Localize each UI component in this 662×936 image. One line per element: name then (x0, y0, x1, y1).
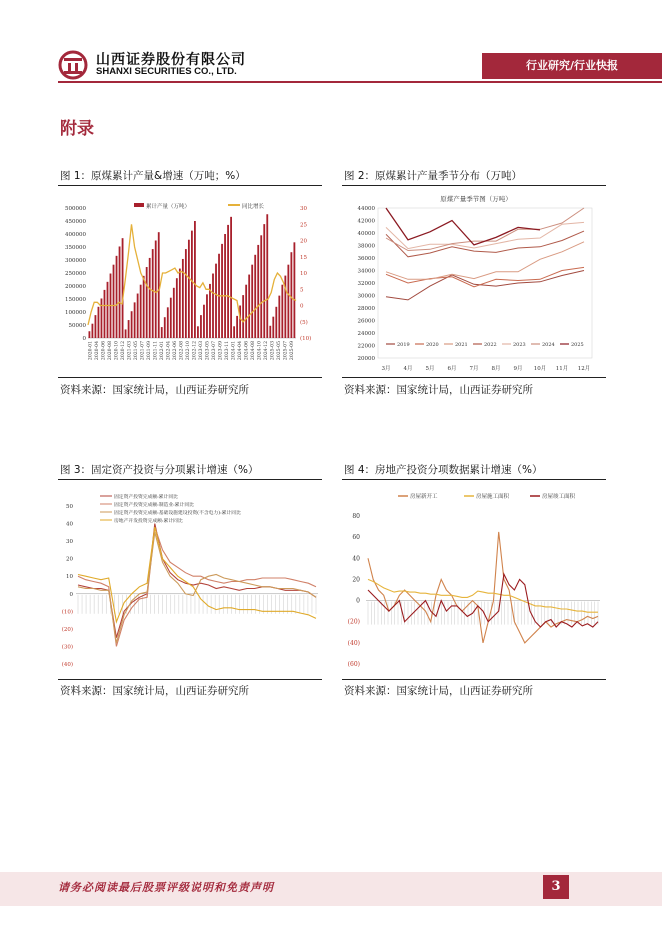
y2-tick-label: 10 (300, 271, 307, 277)
bar-production (227, 225, 229, 338)
series-line (78, 527, 316, 622)
x-tick-label: 2024-01 (231, 341, 237, 361)
x-tick-label: 12月 (577, 366, 591, 372)
footer-disclaimer: 请务必阅读最后股票评级说明和免责声明 (58, 881, 274, 894)
x-tick-label: 2023-09 (218, 341, 224, 361)
bar-production (167, 307, 169, 338)
y-tick-label: 24000 (357, 331, 375, 337)
y-tick-label: 200000 (65, 284, 86, 290)
bar-production (137, 294, 139, 338)
bar-production (131, 311, 133, 338)
bar-production (107, 282, 109, 338)
series-line-2020 (386, 267, 584, 286)
y-tick-label: 450000 (65, 219, 86, 225)
y-tick-label: 26000 (357, 318, 375, 325)
bar-production (293, 242, 295, 338)
legend-label: 房屋新开工 (410, 494, 438, 500)
page-header (0, 0, 662, 90)
legend-label-production: 累计产量（万吨） (146, 204, 191, 210)
chart-real-estate-investment (342, 484, 606, 677)
header-divider (58, 81, 662, 83)
chart-coal-seasonal (342, 190, 606, 375)
bar-production (260, 235, 262, 338)
x-tick-label: 6月 (447, 366, 457, 372)
series-line (368, 532, 598, 643)
page-number: 3 (543, 875, 569, 899)
bar-production (128, 320, 130, 338)
chart-title: 原煤产量季节图（万吨） (440, 195, 512, 203)
series-line (78, 524, 316, 638)
y-tick-label: 20000 (357, 356, 375, 362)
legend-label-2022: 2022 (484, 342, 497, 348)
x-tick-label: 2021-09 (146, 341, 152, 361)
y-tick-label: (40) (61, 662, 73, 668)
x-tick-label: 2022-01 (159, 341, 165, 361)
bar-production (152, 249, 154, 338)
figure-1-top-rule (58, 185, 322, 186)
bar-production (125, 329, 127, 338)
legend-label: 房屋施工面积 (476, 494, 510, 500)
bar-production (239, 306, 241, 339)
bar-production (257, 245, 259, 338)
y-tick-label: 42000 (357, 218, 375, 225)
legend-label: 固定资产投资完成额:基础设施建设投资(不含电力):累计同比 (114, 511, 241, 516)
bar-production (209, 284, 211, 338)
y-tick-label: 34000 (357, 268, 375, 275)
x-tick-label: 2025-03 (270, 341, 276, 361)
bar-production (188, 240, 190, 338)
bar-production (287, 265, 289, 338)
figure-4-bottom-rule (342, 679, 606, 680)
y-tick-label: 28000 (357, 306, 375, 312)
y-tick-label: (20) (347, 618, 360, 626)
chart-coal-production-growth (58, 190, 322, 375)
x-tick-label: 4月 (403, 366, 413, 372)
section-title: 附录 (60, 119, 94, 139)
x-tick-label: 2024-04 (237, 341, 243, 361)
y-tick-label: 36000 (357, 256, 375, 262)
x-tick-label: 2024-10 (257, 341, 263, 361)
legend-label-2023: 2023 (513, 342, 526, 348)
company-logo-icon (58, 50, 88, 80)
bar-production (164, 317, 166, 338)
bar-production (251, 265, 253, 338)
x-tick-label: 2021-05 (133, 341, 139, 361)
x-tick-label: 5月 (425, 366, 435, 372)
x-tick-label: 2020-10 (114, 341, 120, 361)
y-tick-label: 40 (66, 521, 73, 528)
bar-production (215, 264, 217, 338)
x-tick-label: 2020-01 (88, 341, 94, 361)
figure-3-caption: 图 3：固定资产投资与分项累计增速（%） (60, 464, 259, 476)
bar-production (146, 267, 148, 338)
legend-label: 固定资产投资完成额:制造业:累计同比 (114, 503, 194, 508)
bar-production (263, 224, 265, 338)
x-tick-label: 2024-08 (250, 341, 256, 361)
y-tick-label: 40 (352, 555, 360, 563)
legend-label-2019: 2019 (397, 342, 410, 348)
legend-label: 房屋竣工面积 (542, 494, 576, 500)
legend-swatch-growth (228, 204, 240, 206)
bar-production (89, 331, 91, 338)
y-tick-label: 0 (82, 336, 86, 342)
x-tick-label: 11月 (555, 366, 569, 372)
bar-production (158, 232, 160, 338)
bar-production (176, 278, 178, 338)
bar-production (155, 241, 157, 339)
x-tick-label: 2020-06 (101, 341, 107, 361)
bar-production (182, 259, 184, 338)
x-tick-label: 2022-06 (172, 341, 178, 361)
x-tick-label: 2025-09 (289, 341, 295, 361)
y-tick-label: 500000 (65, 206, 86, 212)
y-tick-label: 150000 (65, 297, 86, 303)
x-tick-label: 2021-03 (127, 341, 133, 361)
bar-production (197, 326, 199, 338)
y-tick-label: 32000 (357, 281, 375, 287)
y2-tick-label: 30 (300, 206, 307, 212)
figure-3-bottom-rule (58, 679, 322, 680)
bar-production (266, 214, 268, 338)
figure-4-caption: 图 4：房地产投资分项数据累计增速（%） (344, 464, 543, 476)
y2-tick-label: 25 (300, 222, 307, 229)
company-name-en: SHANXI SECURITIES CO., LTD. (96, 66, 237, 77)
y-tick-label: 0 (69, 591, 73, 598)
legend-label-2020: 2020 (426, 342, 439, 348)
x-tick-label: 2023-03 (198, 341, 204, 361)
x-tick-label: 2021-11 (153, 341, 159, 361)
x-tick-label: 2023-07 (211, 341, 217, 361)
figure-4-top-rule (342, 479, 606, 480)
bar-production (203, 305, 205, 338)
bar-production (134, 302, 136, 338)
legend-label-growth: 同比增长 (242, 204, 265, 210)
series-line (368, 579, 598, 612)
x-tick-label: 3月 (381, 366, 391, 372)
bar-production (272, 317, 274, 338)
y-tick-label: (10) (61, 609, 73, 616)
figure-3-source: 资料来源：国家统计局，山西证券研究所 (60, 685, 249, 697)
x-tick-label: 2022-10 (185, 341, 191, 361)
x-tick-label: 2025-07 (283, 341, 289, 361)
bar-production (143, 276, 145, 338)
bar-production (140, 285, 142, 338)
y2-tick-label: 5 (300, 287, 304, 294)
bar-production (233, 326, 235, 338)
y-tick-label: 0 (356, 597, 360, 605)
bar-production (113, 265, 115, 338)
x-tick-label: 2022-08 (179, 341, 185, 361)
legend-label-2021: 2021 (455, 342, 468, 348)
bar-production (242, 295, 244, 338)
bar-production (230, 217, 232, 338)
y-tick-label: 38000 (357, 243, 375, 250)
bar-production (206, 294, 208, 338)
y2-tick-label: 15 (300, 254, 307, 261)
bar-production (290, 252, 292, 338)
figure-3-top-rule (58, 479, 322, 480)
legend-label: 固定资产投资完成额:累计同比 (114, 495, 178, 500)
x-tick-label: 8月 (491, 366, 501, 372)
y-tick-label: (20) (61, 626, 73, 633)
y-tick-label: 20 (352, 576, 360, 584)
bar-production (236, 316, 238, 338)
y-tick-label: 30000 (357, 293, 375, 300)
y-tick-label: 10 (66, 574, 73, 581)
bar-production (248, 275, 250, 338)
chart-fixed-asset-investment (58, 484, 322, 677)
bar-production (119, 246, 121, 338)
figure-1-source: 资料来源：国家统计局，山西证券研究所 (60, 384, 249, 396)
bar-production (194, 221, 196, 338)
x-tick-label: 2023-11 (224, 341, 230, 361)
y-tick-label: 350000 (65, 245, 86, 251)
bar-production (179, 269, 181, 338)
bar-production (173, 288, 175, 338)
x-tick-label: 9月 (513, 366, 523, 372)
figure-2-source: 资料来源：国家统计局，山西证券研究所 (344, 384, 533, 396)
y-tick-label: 100000 (65, 310, 86, 316)
y-tick-label: 22000 (357, 343, 375, 350)
figure-1-caption: 图 1：原煤累计产量&增速（万吨；%） (60, 170, 246, 182)
legend-label: 房地产开发投资完成额:累计同比 (114, 519, 183, 524)
x-tick-label: 2020-08 (107, 341, 113, 361)
bar-production (161, 327, 163, 338)
bar-production (92, 324, 94, 338)
company-name-cn: 山西证券股份有限公司 (96, 52, 246, 68)
bar-production (200, 315, 202, 338)
series-line-2022 (386, 231, 584, 257)
bar-production (221, 244, 223, 338)
bar-production (122, 238, 124, 338)
bar-production (101, 298, 103, 338)
legend-swatch-production (134, 203, 144, 207)
bar-production (170, 298, 172, 338)
report-type-badge: 行业研究/行业快报 (482, 53, 662, 79)
y-tick-label: 80 (352, 513, 360, 520)
y-tick-label: 50 (66, 504, 73, 510)
y-tick-label: (60) (347, 661, 360, 668)
x-tick-label: 10月 (533, 366, 547, 372)
y2-tick-label: (5) (300, 319, 308, 326)
x-tick-label: 2025-05 (276, 341, 282, 361)
bar-production (245, 285, 247, 338)
figure-1-bottom-rule (58, 377, 322, 378)
bar-production (275, 307, 277, 338)
x-tick-label: 2022-04 (166, 341, 172, 361)
figure-2-caption: 图 2：原煤累计产量季节分布（万吨） (344, 170, 523, 182)
x-tick-label: 2022-12 (192, 341, 198, 361)
series-line (78, 532, 316, 643)
x-tick-label: 2024-06 (244, 341, 250, 361)
bar-production (98, 307, 100, 338)
bar-production (116, 256, 118, 338)
y-tick-label: 44000 (357, 206, 375, 212)
figure-4-source: 资料来源：国家统计局，山西证券研究所 (344, 685, 533, 697)
y-tick-label: 250000 (65, 271, 86, 277)
y2-tick-label: (10) (300, 336, 312, 342)
bar-production (149, 258, 151, 338)
x-tick-label: 2023-05 (205, 341, 211, 361)
y-tick-label: 300000 (65, 258, 86, 264)
bar-production (212, 274, 214, 338)
bar-production (185, 249, 187, 338)
bar-production (104, 290, 106, 338)
y-tick-label: 30 (66, 539, 73, 546)
y-tick-label: (30) (61, 644, 73, 651)
bar-production (269, 326, 271, 338)
bar-production (224, 234, 226, 338)
bar-production (95, 315, 97, 338)
y-tick-label: 40000 (357, 231, 375, 237)
bar-production (281, 285, 283, 338)
y-tick-label: 60 (352, 534, 360, 542)
legend-label-2024: 2024 (542, 342, 555, 348)
y-tick-label: 50000 (68, 323, 86, 329)
x-tick-label: 2020-04 (94, 341, 100, 361)
x-tick-label: 2021-07 (140, 341, 146, 361)
x-tick-label: 2020-12 (120, 341, 126, 361)
x-tick-label: 7月 (469, 366, 479, 372)
figure-2-bottom-rule (342, 377, 606, 378)
bar-production (254, 255, 256, 338)
y-tick-label: 20 (66, 556, 73, 563)
bar-production (278, 296, 280, 338)
legend-label-2025: 2025 (571, 342, 584, 348)
figure-2-top-rule (342, 185, 606, 186)
x-tick-label: 2024-12 (263, 341, 269, 361)
y2-tick-label: 20 (300, 238, 307, 245)
y-tick-label: (40) (347, 639, 360, 647)
bar-production (191, 231, 193, 338)
y2-tick-label: 0 (300, 303, 304, 310)
y-tick-label: 400000 (65, 232, 86, 238)
series-line-2023 (386, 222, 584, 248)
